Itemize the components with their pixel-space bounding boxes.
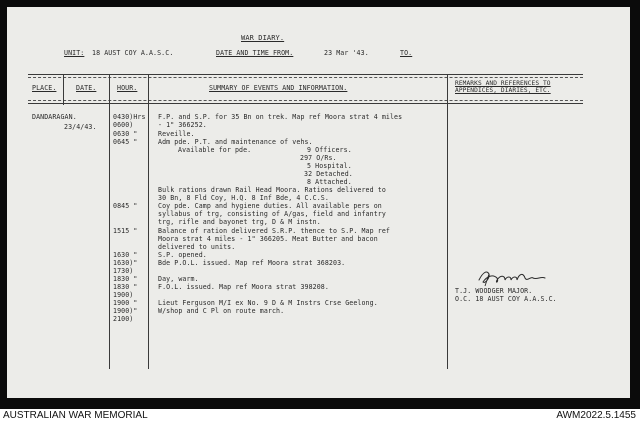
unit-label: UNIT: xyxy=(64,49,85,57)
column-divider-place xyxy=(63,74,64,105)
column-divider-date xyxy=(109,74,110,369)
table-header-rule xyxy=(28,103,583,104)
hour-0630: 0630 " xyxy=(113,130,138,138)
summary-line: Available for pde. xyxy=(178,146,252,154)
summary-line: Moora strat 4 miles - 1" 366205. Meat Butter and bacon xyxy=(158,235,378,243)
summary-line: W/shop and C Pl on route march. xyxy=(158,307,285,315)
summary-line: Day, warm. xyxy=(158,275,199,283)
hour-1830a: 1830 " xyxy=(113,275,138,283)
summary-line: 9 Officers. xyxy=(307,146,352,154)
summary-line: Bde P.O.L. issued. Map ref Moora strat 368203. xyxy=(158,259,346,267)
summary-line: Lieut Ferguson M/I ex No. 9 D & M Instrs Crse Geelong. xyxy=(158,299,378,307)
footer-source: AUSTRALIAN WAR MEMORIAL xyxy=(3,410,148,421)
summary-line: 5 Hospital. xyxy=(307,162,352,170)
date-time-label: DATE AND TIME FROM. xyxy=(216,49,294,57)
handwritten-signature xyxy=(475,266,555,288)
table-top-dashed-rule xyxy=(28,77,583,78)
entry-date: 23/4/43. xyxy=(64,123,97,131)
hour-1900a: 1900) xyxy=(113,291,134,299)
summary-line: 30 Bn, 8 Fld Coy, H.Q. 8 Inf Bde, 4 C.C.S. xyxy=(158,194,329,202)
header-remarks: REMARKS AND REFERENCES TO APPENDICES, DIARIES, ETC. xyxy=(455,80,551,94)
hour-0845: 0845 " xyxy=(113,202,138,210)
column-divider-summary xyxy=(447,74,448,369)
hour-1730: 1730) xyxy=(113,267,134,275)
hour-2100: 2100) xyxy=(113,315,134,323)
hour-1830b: 1830 " xyxy=(113,283,138,291)
summary-line: Bulk rations drawn Rail Head Moora. Rations delivered to xyxy=(158,186,386,194)
summary-line: syllabus of trg, consisting of A/gas, field and infantry xyxy=(158,210,386,218)
hour-0430: 0430)Hrs xyxy=(113,113,146,121)
summary-line: delivered to units. xyxy=(158,243,236,251)
table-top-rule xyxy=(28,74,583,75)
summary-line: - 1" 366252. xyxy=(158,121,207,129)
summary-line: F.P. and S.P. for 35 Bn on trek. Map ref Moora strat 4 miles xyxy=(158,113,403,121)
summary-line: F.O.L. issued. Map ref Moora strat 398208. xyxy=(158,283,329,291)
header-place: PLACE. xyxy=(32,84,57,92)
document-title: WAR DIARY. xyxy=(241,34,285,42)
hour-0600: 0600) xyxy=(113,121,134,129)
column-divider-hour xyxy=(148,74,149,369)
unit-value: 18 AUST COY A.A.S.C. xyxy=(92,49,174,57)
summary-line: 297 O/Rs. xyxy=(300,154,337,162)
header-date: DATE. xyxy=(76,84,97,92)
summary-line: Balance of ration delivered S.R.P. thence to S.P. Map ref xyxy=(158,227,390,235)
summary-line: Adm pde. P.T. and maintenance of vehs. xyxy=(158,138,313,146)
header-summary: SUMMARY OF EVENTS AND INFORMATION. xyxy=(209,84,348,92)
summary-line: trg, rifle and bayonet trg, D & M instn. xyxy=(158,218,321,226)
summary-line: 8 Attached. xyxy=(307,178,352,186)
header-hour: HOUR. xyxy=(117,84,138,92)
summary-line: 32 Detached. xyxy=(304,170,353,178)
entry-place: DANDARAGAN. xyxy=(32,113,77,121)
hour-1630b: 1630)" xyxy=(113,259,138,267)
summary-line: S.P. opened. xyxy=(158,251,207,259)
to-label: TO. xyxy=(400,49,413,57)
table-header-dashed-rule xyxy=(28,100,583,101)
hour-1900b: 1900 " xyxy=(113,299,138,307)
summary-line: Reveille. xyxy=(158,130,195,138)
remarks-officer-name: T.J. WOODGER MAJOR. xyxy=(455,287,533,295)
date-value: 23 Mar '43. xyxy=(324,49,369,57)
hour-1515: 1515 " xyxy=(113,227,138,235)
footer-accession-number: AWM2022.5.1455 xyxy=(556,410,636,421)
hour-1900c: 1900)" xyxy=(113,307,138,315)
summary-line: Coy pde. Camp and hygiene duties. All available pers on xyxy=(158,202,382,210)
hour-0645: 0645 " xyxy=(113,138,138,146)
remarks-officer-title: O.C. 18 AUST COY A.A.S.C. xyxy=(455,295,557,303)
hour-1630a: 1630 " xyxy=(113,251,138,259)
